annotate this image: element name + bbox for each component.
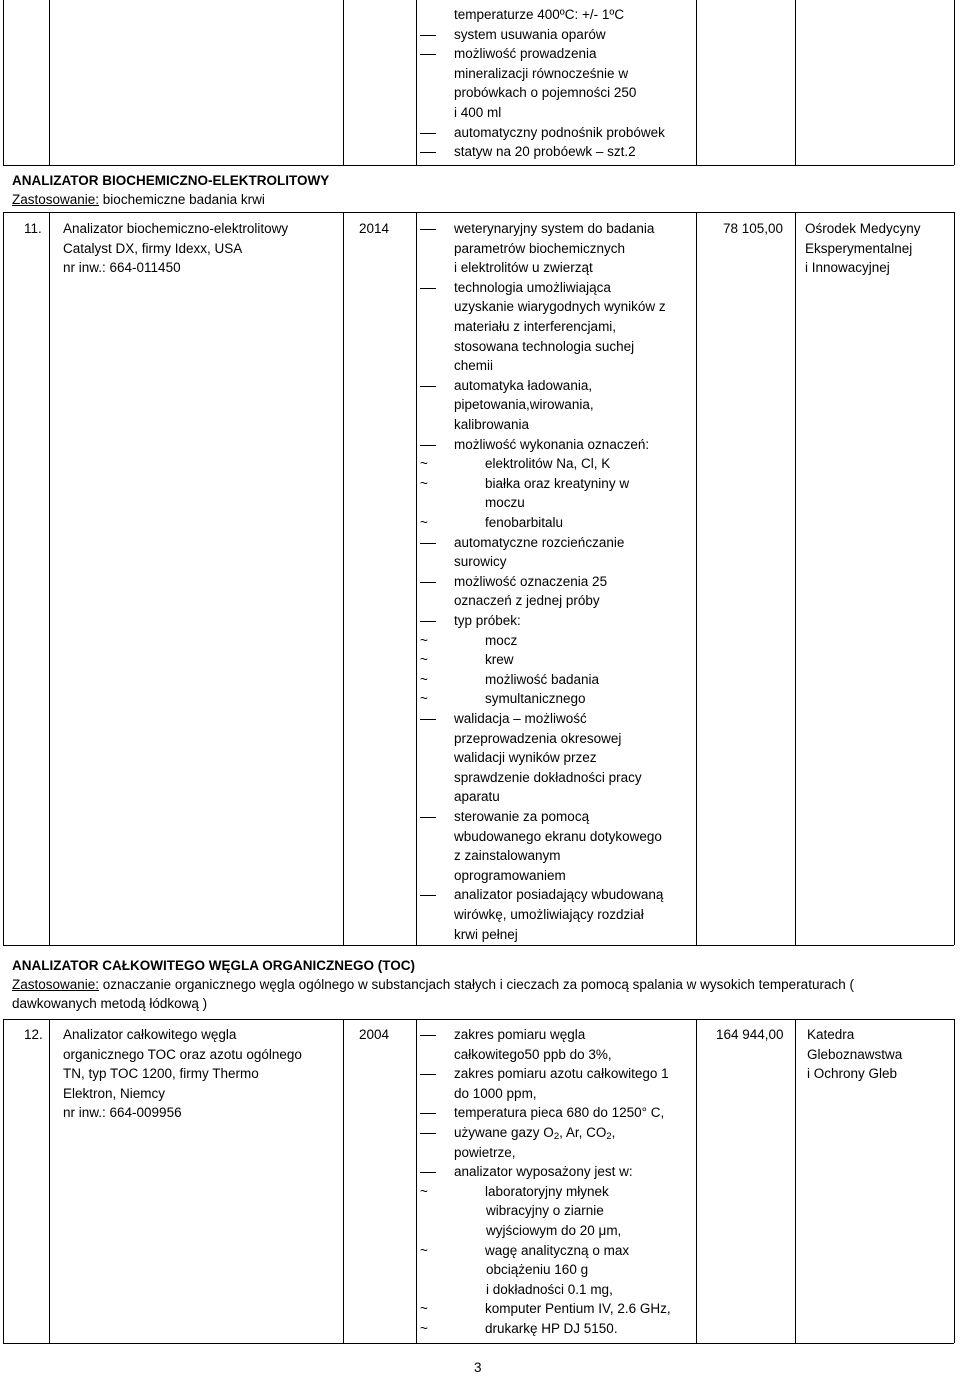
spec-line: do 1000 ppm,: [454, 1085, 537, 1101]
spec-line: z zainstalowanym: [454, 848, 561, 864]
spec-line: chemii: [454, 358, 494, 374]
spec-line: analizator wyposażony jest w:: [454, 1164, 633, 1180]
row12-name-line: Analizator całkowitego węgla: [63, 1027, 237, 1042]
spec-line: fenobarbitalu: [485, 515, 564, 530]
spec-line: wyjściowym do 20 μm,: [486, 1223, 622, 1238]
table1-border-bottom: [3, 165, 954, 166]
tilde-bullet-icon: ~: [420, 1321, 428, 1336]
dash-bullet-icon: [420, 386, 436, 387]
spec-line: kalibrowania: [454, 417, 530, 432]
dash-bullet-icon: [420, 582, 436, 583]
spec-line: statyw na 20 probóewk – szt.2: [454, 144, 636, 160]
row12-unit-line: Gleboznawstwa: [807, 1046, 903, 1062]
table2-border-col3: [416, 212, 417, 945]
spec-line: obciążeniu 160 g: [486, 1262, 589, 1278]
tilde-bullet-icon: ~: [420, 1242, 428, 1258]
section1-heading: ANALIZATOR BIOCHEMICZNO-ELEKTROLITOWY: [12, 173, 330, 188]
spec-line: zakres pomiaru węgla: [454, 1027, 586, 1042]
table3-border-bottom: [3, 1343, 954, 1344]
spec-line: drukarkę HP DJ 5150.: [485, 1321, 618, 1336]
spec-line: probówkach o pojemności 250: [454, 85, 637, 101]
table2-border-top: [3, 212, 954, 213]
table3-border-right: [954, 1019, 955, 1343]
row11-value: 78 105,00: [723, 221, 784, 236]
dash-bullet-icon: [420, 288, 436, 289]
dash-bullet-icon: [420, 229, 436, 230]
table2-border-left: [3, 212, 4, 945]
dash-bullet-icon: [420, 445, 436, 446]
table1-border-col4: [696, 0, 697, 165]
spec-line: krew: [485, 652, 514, 668]
spec-line: oznaczeń z jednej próby: [454, 593, 600, 609]
gas-text: ,: [611, 1125, 616, 1140]
table1-border-col5: [795, 0, 796, 165]
table1-border-left: [3, 0, 4, 165]
spec-line: temperatura pieca 680 do 1250° C,: [454, 1105, 665, 1121]
dash-bullet-icon: [420, 817, 436, 818]
row12-name-line: TN, typ TOC 1200, firmy Thermo: [63, 1066, 259, 1082]
table3-border-col1: [49, 1019, 50, 1343]
dash-bullet-icon: [420, 895, 436, 896]
row12-number: 12.: [24, 1027, 43, 1042]
row11-unit-line: Eksperymentalnej: [805, 240, 913, 256]
application-text: biochemiczne badania krwi: [99, 192, 265, 207]
tilde-bullet-icon: ~: [420, 1183, 428, 1199]
spec-line: wirówkę, umożliwiający rozdział: [454, 907, 644, 922]
row11-unit-line: i Innowacyjnej: [805, 260, 890, 276]
table2-border-bottom: [3, 945, 954, 946]
spec-line: analizator posiadający wbudowaną: [454, 887, 664, 903]
spec-line: typ próbek:: [454, 613, 521, 628]
spec-line: krwi pełnej: [454, 926, 518, 942]
spec-line: automatyczne rozcieńczanie: [454, 534, 625, 550]
spec-line: oprogramowaniem: [454, 867, 566, 883]
row12-unit-line: Katedra: [807, 1027, 855, 1042]
table3-border-col2: [343, 1019, 344, 1343]
page-number: 3: [474, 1360, 482, 1375]
row11-name-line: nr inw.: 664-011450: [63, 260, 181, 276]
table1-border-col3: [416, 0, 417, 165]
spec-line: przeprowadzenia okresowej: [454, 730, 622, 746]
spec-line: system usuwania oparów: [454, 26, 606, 42]
section2-application-line2: dawkowanych metodą łódkową ): [12, 996, 208, 1011]
spec-line: i dokładności 0.1 mg,: [486, 1281, 613, 1297]
tilde-bullet-icon: ~: [420, 652, 428, 668]
section2-application: [12, 975, 854, 995]
row12-year: 2004: [359, 1027, 390, 1042]
spec-line: parametrów biochemicznych: [454, 240, 626, 256]
row12-name-line: Elektron, Niemcy: [63, 1085, 166, 1101]
tilde-bullet-icon: ~: [420, 475, 428, 491]
section1-application: [12, 190, 265, 210]
spec-line: powietrze,: [454, 1144, 516, 1160]
application-text: oznaczanie organicznego węgla ogólnego w substancjach stałych i cieczach za pomocą spalania w wysokich temperaturach (: [99, 977, 854, 992]
tilde-bullet-icon: ~: [420, 691, 428, 707]
spec-line: białka oraz kreatyniny w: [485, 475, 630, 491]
subscript: 2: [553, 1131, 560, 1142]
dash-bullet-icon: [420, 621, 436, 622]
table3-border-col5: [795, 1019, 796, 1343]
spec-line: laboratoryjny młynek: [485, 1183, 609, 1199]
row12-name-line: nr inw.: 664-009956: [63, 1105, 182, 1121]
subscript: 2: [606, 1131, 612, 1142]
spec-line: surowicy: [454, 554, 507, 570]
spec-line: wbudowanego ekranu dotykowego: [454, 828, 662, 844]
spec-line: automatyczny podnośnik probówek: [454, 124, 665, 140]
spec-line: sprawdzenie dokładności pracy: [454, 769, 642, 785]
table1-border-col1: [49, 0, 50, 165]
spec-line: pipetowania,wirowania,: [454, 397, 594, 413]
row12-name-line: organicznego TOC oraz azotu ogólnego: [63, 1046, 302, 1062]
row11-unit-line: Ośrodek Medycyny: [805, 221, 921, 236]
application-label: Zastosowanie:: [12, 192, 100, 207]
table3-border-left: [3, 1019, 4, 1343]
gas-text: , Ar, CO: [559, 1125, 607, 1140]
gas-text: używane gazy O: [454, 1125, 554, 1140]
spec-line: możliwość oznaczenia 25: [454, 573, 608, 589]
tilde-bullet-icon: ~: [420, 671, 428, 687]
tilde-bullet-icon: ~: [420, 456, 428, 472]
tilde-bullet-icon: ~: [420, 515, 428, 530]
table3-border-top: [3, 1019, 954, 1020]
section2-heading: ANALIZATOR CAŁKOWITEGO WĘGLA ORGANICZNEGO (TOC): [12, 958, 415, 973]
spec-line: technologia umożliwiająca: [454, 279, 611, 295]
table2-border-col1: [49, 212, 50, 945]
row12-unit-line: i Ochrony Gleb: [807, 1066, 898, 1082]
dash-bullet-icon: [420, 543, 436, 544]
spec-line: moczu: [485, 495, 525, 511]
spec-line: zakres pomiaru azotu całkowitego 1: [454, 1066, 669, 1082]
spec-line: mineralizacji równocześnie w: [454, 65, 629, 81]
spec-line: sterowanie za pomocą: [454, 809, 590, 824]
application-label: Zastosowanie:: [12, 977, 100, 992]
table3-border-col4: [696, 1019, 697, 1343]
row11-number: 11.: [24, 221, 42, 236]
spec-line: walidacja – możliwość: [454, 711, 587, 726]
row11-name-line: Catalyst DX, firmy Idexx, USA: [63, 240, 243, 256]
spec-line: i 400 ml: [454, 105, 502, 120]
table1-border-col2: [343, 0, 344, 165]
table1-border-right: [954, 0, 955, 165]
spec-line: komputer Pentium IV, 2.6 GHz,: [485, 1301, 671, 1317]
dash-bullet-icon: [420, 719, 436, 720]
row11-year: 2014: [359, 221, 390, 236]
spec-line: materiału z interferencjami,: [454, 319, 617, 334]
spec-line: możliwość badania: [485, 671, 600, 687]
table2-border-col5: [795, 212, 796, 945]
spec-line: aparatu: [454, 789, 500, 805]
spec-line: walidacji wyników przez: [454, 750, 597, 766]
table2-border-col4: [696, 212, 697, 945]
table2-border-col2: [343, 212, 344, 945]
spec-line: weterynaryjny system do badania: [454, 221, 655, 236]
spec-line: możliwość prowadzenia: [454, 46, 597, 62]
table2-border-right: [954, 212, 955, 945]
spec-line: i elektrolitów u zwierząt: [454, 260, 593, 276]
row12-value: 164 944,00: [716, 1027, 784, 1042]
spec-line: uzyskanie wiarygodnych wyników z: [454, 299, 666, 315]
spec-line: symultanicznego: [485, 691, 586, 707]
tilde-bullet-icon: ~: [420, 1301, 428, 1317]
table3-border-col3: [416, 1019, 417, 1343]
tilde-bullet-icon: ~: [420, 632, 428, 648]
spec-line: elektrolitów Na, Cl, K: [485, 456, 611, 472]
spec-line: stosowana technologia suchej: [454, 338, 635, 354]
spec-line: wagę analityczną o max: [485, 1242, 630, 1258]
spec-line: wibracyjny o ziarnie: [486, 1203, 604, 1219]
spec-line: możliwość wykonania oznaczeń:: [454, 436, 650, 452]
spec-line: automatyka ładowania,: [454, 377, 593, 393]
spec-line: mocz: [485, 632, 518, 648]
spec-line: temperaturze 400ºC: +/- 1ºC: [454, 7, 625, 22]
spec-line: całkowitego50 ppb do 3%,: [454, 1046, 612, 1062]
row11-name-line: Analizator biochemiczno-elektrolitowy: [63, 221, 289, 236]
